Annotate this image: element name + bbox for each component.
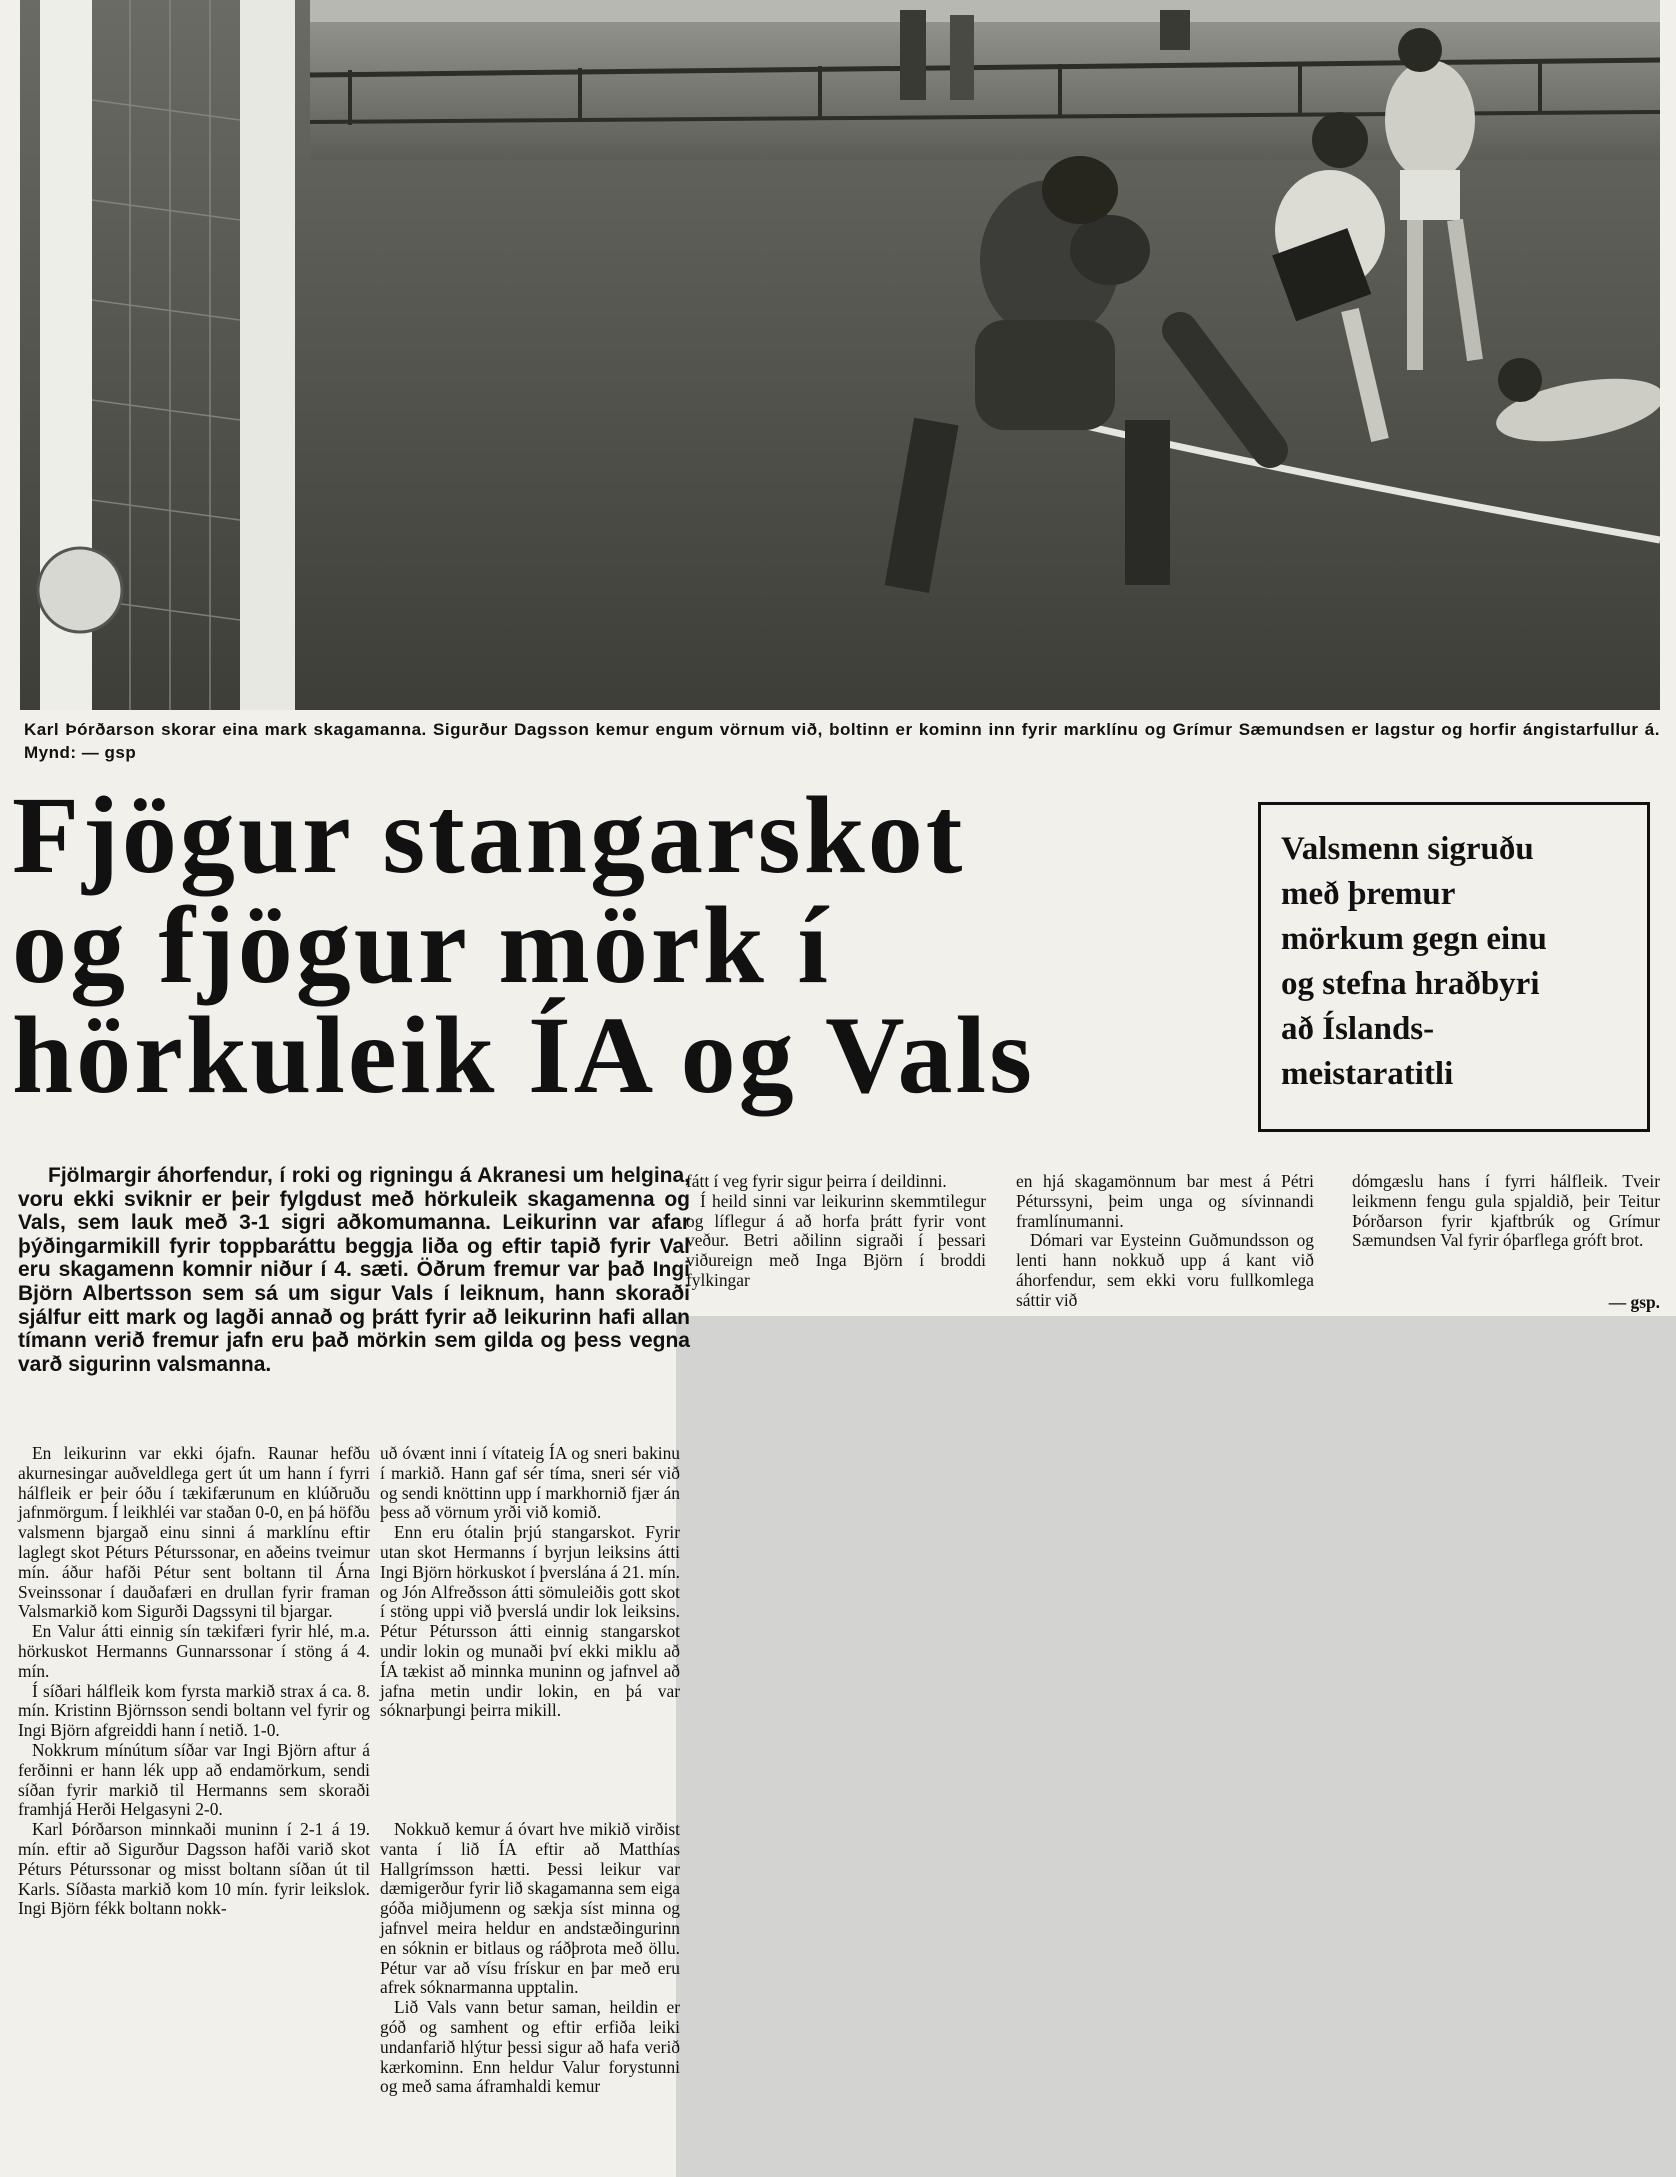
paragraph: en hjá skagamönnum bar mest á Pétri Péturssyni, þeim unga og sívinnandi framlínumanni.	[1016, 1171, 1314, 1231]
subheadline-line-2: með þremur	[1281, 876, 1456, 912]
paragraph: Karl Þórðarson minnkaði muninn í 2-1 á 19. mín. eftir að Sigurður Dagsson hafði varið skot Péturs Péturssonar og misst boltann síðan út til Karls. Síðasta markið kom 10 mín. fyrir leikslok. Ingi Björn fékk boltann nokk-	[18, 1819, 370, 1919]
headline	[12, 774, 1252, 1116]
article-column-2-continued	[380, 1820, 680, 2097]
paragraph: dómgæslu hans í fyrri hálfleik. Tveir leikmenn fengu gula spjaldið, þeir Teitur Þórðarson fyrir kjaftbrúk og Grímur Sæmundsen Val fyrir óþarflega gróft brot.	[1352, 1171, 1660, 1251]
paragraph: Í heild sinni var leikurinn skemmtilegur og líflegur á að horfa þrátt fyrir vont veður. Betri aðilinn sigraði í þessari viðureign með Inga Björn í broddi fylkingar	[686, 1190, 986, 1290]
article-column-3	[686, 1172, 986, 1291]
headline-line-1: Fjögur stangarskot	[12, 774, 966, 896]
lead-paragraph: Fjölmargir áhorfendur, í roki og rigningu á Akranesi um helgina, voru ekki sviknir er þeir fylgdust með hörkuleik skagamenna og Vals, sem lauk með 3-1 sigri aðkomumanna. Leikurinn var afar þýðingarmikill fyrir toppbaráttu beggja liða og eftir tapið fyrir Val eru skagamenn komnir niður í 4. sæti. Öðrum fremur var það Ingi Björn Albertsson sem sá um sigur Vals í leiknum, hann skoraði sjálfur eitt mark og lagði annað og þrátt fyrir að leikurinn hafi allan tímann verið fremur jafn eru það mörkin sem gilda og þess vegna varð sigurinn valsmanna.	[18, 1164, 690, 1376]
paragraph: Enn eru ótalin þrjú stangarskot. Fyrir utan skot Hermanns í byrjun leiksins átti Ingi Björn hörkuskot í þverslána á 21. mín. og Jón Alfreðsson átti sömuleiðis gott skot í stöng uppi við þverslá undir lok leiksins. Pétur Pétursson átti einnig stangarskot undir lokin og munaði því ekki miklu að ÍA tækist að minnka muninn og jafnvel að jafna metin undir lokin, en þá var sóknarþungi þeirra mikill.	[380, 1522, 680, 1721]
paragraph: Dómari var Eysteinn Guðmundsson og lenti hann nokkuð upp á kant við áhorfendur, sem ekki voru fullkomlega sáttir við	[1016, 1230, 1314, 1310]
subheadline-line-4: og stefna hraðbyri	[1281, 966, 1540, 1002]
byline: — gsp.	[1608, 1292, 1660, 1312]
article-column-5	[1352, 1172, 1660, 1251]
paragraph: Nokkuð kemur á óvart hve mikið virðist vanta í lið ÍA eftir að Matthías Hallgrímsson hætti. Þessi leikur var dæmigerður fyrir lið skagamanna sem eiga góða miðjumenn og sækja síst minna og jafnvel meira heldur en andstæðingurinn en sóknin er bitlaus og ráðþrota með öllu. Pétur var að vísu frískur en þar með eru afrek sóknarmanna upptalin.	[380, 1819, 680, 1998]
paragraph: Nokkrum mínútum síðar var Ingi Björn aftur á ferðinni er hann lék upp að endamörkum, sendi síðan fyrir markið til Hermanns sem skoraði framhjá Herði Helgasyni 2-0.	[18, 1739, 370, 1820]
subheadline-line-3: mörkum gegn einu	[1281, 921, 1547, 957]
paragraph: Lið Vals vann betur saman, heildin er góð og samhent og eftir erfiða leiki undanfarið hlýtur þessi sigur að hafa verið kærkominn. Enn heldur Valur forystunni og með sama áframhaldi kemur	[380, 1997, 680, 2097]
paragraph: En Valur átti einnig sín tækifæri fyrir hlé, m.a. hörkuskot Hermanns Gunnarssonar í stöng á 4. mín.	[18, 1621, 370, 1681]
photo-caption: Karl Þórðarson skorar eina mark skagamanna. Sigurður Dagsson kemur engum vörnum við, boltinn er kominn inn fyrir marklínu og Grímur Sæmundsen er lagstur og horfir ángistarfullur á. Mynd: — gsp	[24, 720, 1660, 762]
paragraph: En leikurinn var ekki ójafn. Raunar hefðu akurnesingar auðveldlega gert út um hann í fyrri hálfleik er þeir óðu í tækifærunum en klúðruðu jafnmörgum. Í leikhléi var staðan 0-0, en þá höfðu valsmenn bjargað einu sinni á marklínu eftir laglegt skot Péturs Péturssonar, en aðeins tveimur mín. áður hafði Pétur sent boltann til Árna Sveinssonar í dauðafæri en drullan fyrir framan Valsmarkið kom Sigurði Dagssyni til bjargar.	[18, 1443, 370, 1622]
paragraph: uð óvænt inni í vítateig ÍA og sneri bakinu í markið. Hann gaf sér tíma, sneri sér við og sendi knöttinn upp í markhornið fjær án þess að vörnum yrði við komið.	[380, 1443, 680, 1523]
subheadline-line-6: meistaratitli	[1281, 1056, 1454, 1092]
paragraph: Í síðari hálfleik kom fyrsta markið strax á ca. 8. mín. Kristinn Björnsson sendi boltann vel fyrir og Ingi Björn afgreiddi hann í netið. 1-0.	[18, 1680, 370, 1741]
article-column-2	[380, 1444, 680, 1721]
subheadline-line-1: Valsmenn sigruðu	[1281, 831, 1534, 867]
headline-line-3: hörkuleik ÍA og Vals	[12, 994, 1035, 1116]
paragraph: fátt í veg fyrir sigur þeirra í deildinni.	[686, 1171, 947, 1191]
match-photo	[20, 0, 1660, 710]
subheadline-box	[1258, 802, 1650, 1132]
subheadline-line-5: að Íslands-	[1281, 1011, 1435, 1047]
article-column-1	[18, 1444, 370, 1919]
headline-line-2: og fjögur mörk í	[12, 884, 831, 1006]
article-column-4	[1016, 1172, 1314, 1311]
